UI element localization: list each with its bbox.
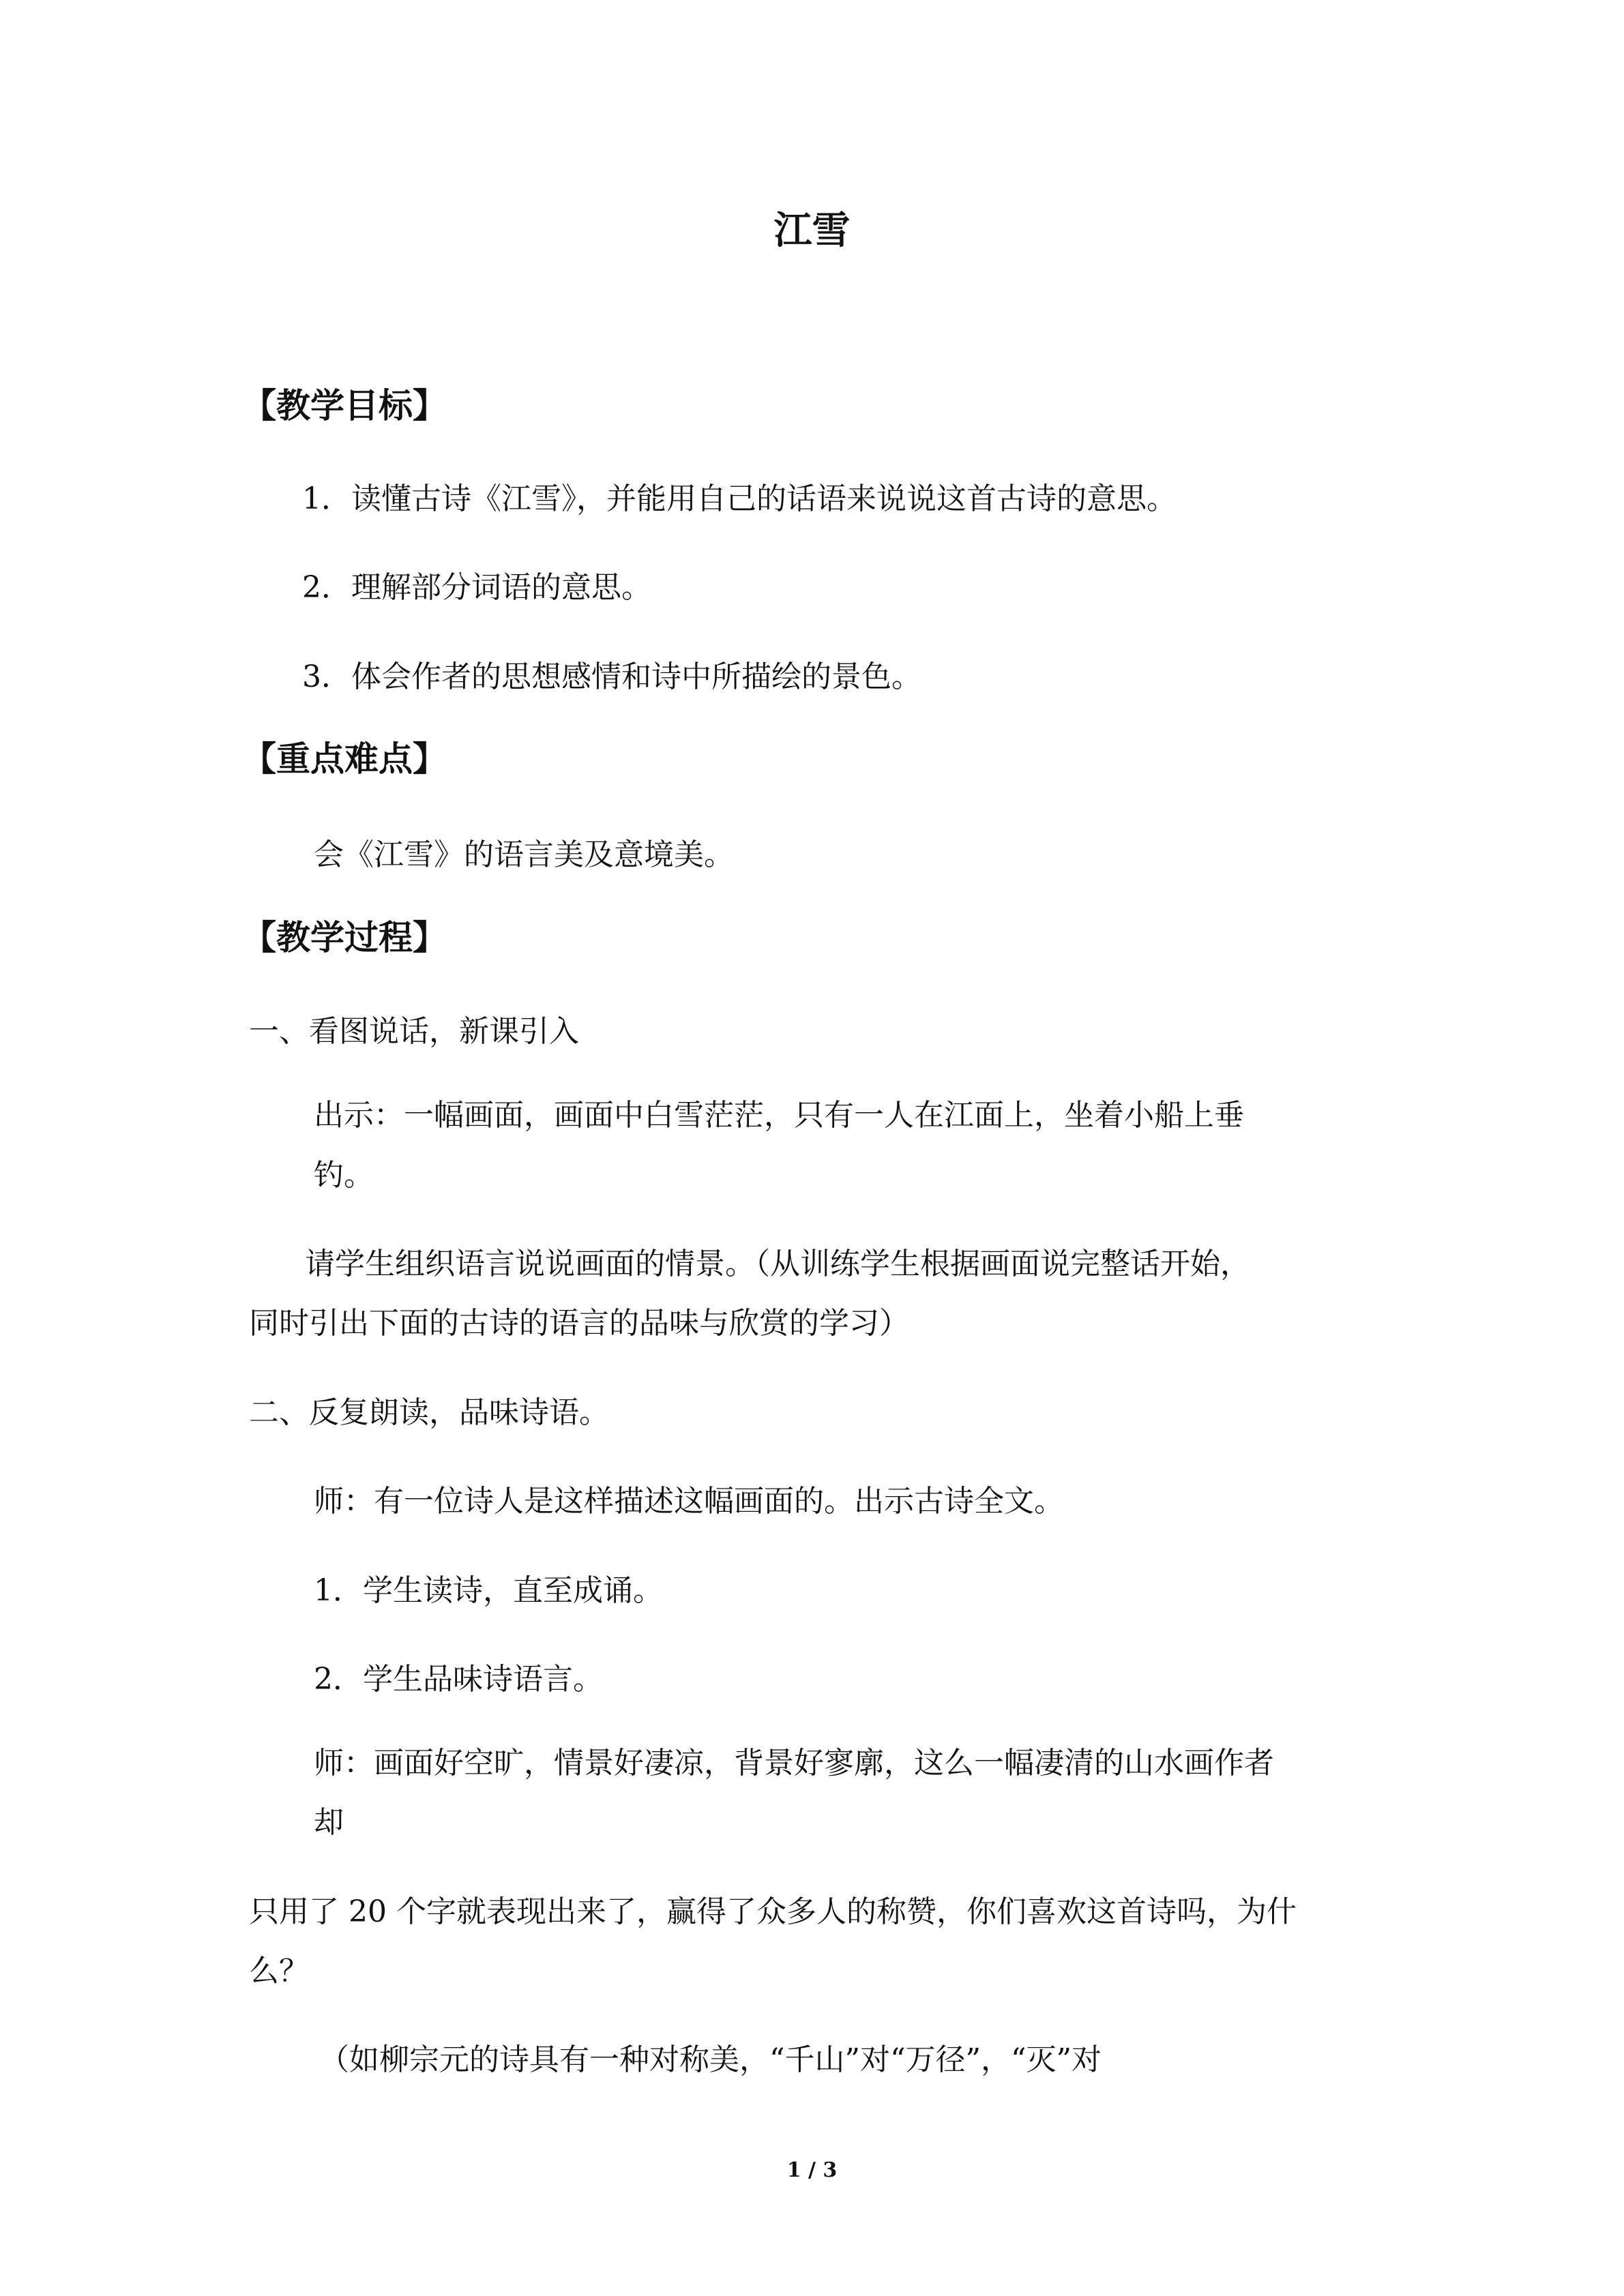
step2-para-line1: 只用了 20 个字就表现出来了，赢得了众多人的称赞，你们喜欢这首诗吗，为什 — [249, 1894, 1297, 1929]
step1-show-line1: 出示：一幅画面，画面中白雪茫茫，只有一人在江面上，坐着小船上垂 — [314, 1098, 1244, 1133]
step2-para-line2: 么？ — [249, 1954, 309, 1988]
heading-keypoints: 【重点难点】 — [242, 739, 447, 779]
objective-item-1: 1．读懂古诗《江雪》，并能用自己的话语来说说这首古诗的意思。 — [302, 481, 1177, 516]
step1-para-line2: 同时引出下面的古诗的语言的品味与欣赏的学习） — [249, 1306, 909, 1341]
step2-item2: 2．学生品味诗语言。 — [314, 1662, 603, 1697]
step2-title: 二、反复朗读，品味诗语。 — [249, 1395, 609, 1430]
step2-item1: 1．学生读诗，直至成诵。 — [314, 1573, 663, 1608]
step2-teacher2-line1: 师：画面好空旷，情景好凄凉，背景好寥廓，这么一幅凄清的山水画作者 — [314, 1746, 1274, 1780]
step2-teacher1: 师：有一位诗人是这样描述这幅画面的。出示古诗全文。 — [314, 1484, 1064, 1519]
objective-item-3: 3．体会作者的思想感情和诗中所描绘的景色。 — [302, 659, 921, 694]
step1-show-line2: 钓。 — [314, 1158, 374, 1193]
step2-example-line1: （如柳宗元的诗具有一种对称美，“千山”对“万径”，“灭”对 — [319, 2042, 1102, 2077]
page-number: 1 / 3 — [786, 2158, 838, 2182]
heading-objectives: 【教学目标】 — [242, 385, 447, 426]
step1-para-line1: 请学生组织语言说说画面的情景。（从训练学生根据画面说完整话开始， — [305, 1247, 1250, 1281]
page-title: 江雪 — [773, 208, 851, 253]
step1-title: 一、看图说话，新课引入 — [249, 1014, 579, 1049]
heading-process: 【教学过程】 — [242, 917, 447, 957]
objective-item-2: 2．理解部分词语的意思。 — [302, 570, 651, 605]
keypoints-text: 会《江雪》的语言美及意境美。 — [314, 837, 734, 872]
step2-teacher2-line2: 却 — [314, 1805, 344, 1840]
